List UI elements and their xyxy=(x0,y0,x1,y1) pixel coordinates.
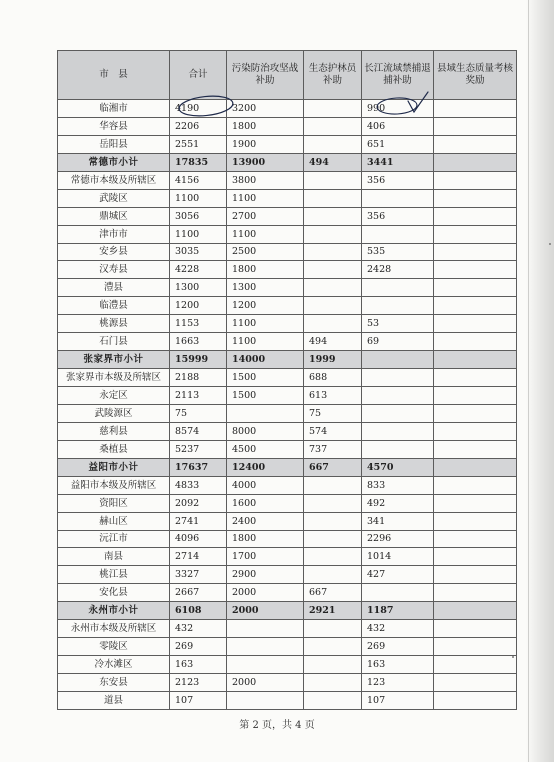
region-name-cell: 慈利县 xyxy=(58,422,170,440)
region-name-cell: 东安县 xyxy=(58,674,170,692)
pollution-subsidy-cell: 2900 xyxy=(227,566,304,584)
total-cell: 2113 xyxy=(170,387,227,405)
region-name-cell: 桃江县 xyxy=(58,566,170,584)
total-cell: 75 xyxy=(170,404,227,422)
pollution-subsidy-cell: 12400 xyxy=(227,458,304,476)
fishing-ban-cell: 69 xyxy=(362,333,434,351)
region-name-cell: 华容县 xyxy=(58,117,170,135)
forest-ranger-cell xyxy=(304,674,362,692)
table-row xyxy=(58,117,517,135)
pollution-subsidy-cell: 3200 xyxy=(227,100,304,118)
region-name-cell: 武陵源区 xyxy=(58,404,170,422)
eco-reward-cell xyxy=(434,458,517,476)
fishing-ban-cell: 107 xyxy=(362,691,434,709)
forest-ranger-cell xyxy=(304,548,362,566)
forest-ranger-cell xyxy=(304,620,362,638)
forest-ranger-cell xyxy=(304,117,362,135)
eco-reward-cell xyxy=(434,620,517,638)
forest-ranger-cell xyxy=(304,512,362,530)
forest-ranger-cell xyxy=(304,656,362,674)
fishing-ban-cell xyxy=(362,387,434,405)
table-row xyxy=(58,548,517,566)
table-row xyxy=(58,584,517,602)
pollution-subsidy-cell: 1500 xyxy=(227,369,304,387)
region-name-cell: 汉寿县 xyxy=(58,261,170,279)
eco-reward-cell xyxy=(434,404,517,422)
eco-reward-cell xyxy=(434,476,517,494)
total-cell: 1153 xyxy=(170,315,227,333)
table-row xyxy=(58,315,517,333)
eco-reward-cell xyxy=(434,243,517,261)
eco-reward-cell xyxy=(434,530,517,548)
pollution-subsidy-cell: 1800 xyxy=(227,261,304,279)
region-name-cell: 资阳区 xyxy=(58,494,170,512)
subtotal-row xyxy=(58,602,517,620)
forest-ranger-cell: 667 xyxy=(304,584,362,602)
table-row xyxy=(58,225,517,243)
page-footer: 第 2 页，共 4 页 xyxy=(239,720,315,731)
forest-ranger-cell: 688 xyxy=(304,369,362,387)
eco-reward-cell xyxy=(434,189,517,207)
eco-reward-cell xyxy=(434,638,517,656)
forest-ranger-cell xyxy=(304,476,362,494)
region-name-cell: 石门县 xyxy=(58,333,170,351)
header-pollution-subsidy: 污染防治攻坚战补助 xyxy=(227,51,304,100)
forest-ranger-cell xyxy=(304,691,362,709)
total-cell: 269 xyxy=(170,638,227,656)
total-cell: 2123 xyxy=(170,674,227,692)
pollution-subsidy-cell: 1100 xyxy=(227,189,304,207)
table-row xyxy=(58,494,517,512)
table-row xyxy=(58,387,517,405)
scan-speck xyxy=(512,656,514,658)
total-cell: 4228 xyxy=(170,261,227,279)
total-cell: 107 xyxy=(170,691,227,709)
pollution-subsidy-cell: 1300 xyxy=(227,279,304,297)
pollution-subsidy-cell: 1700 xyxy=(227,548,304,566)
region-name-cell: 澧县 xyxy=(58,279,170,297)
table-row xyxy=(58,171,517,189)
fishing-ban-cell: 651 xyxy=(362,135,434,153)
region-name-cell: 临湘市 xyxy=(58,100,170,118)
pollution-subsidy-cell: 1100 xyxy=(227,225,304,243)
pollution-subsidy-cell xyxy=(227,638,304,656)
total-cell: 6108 xyxy=(170,602,227,620)
table-row xyxy=(58,674,517,692)
forest-ranger-cell xyxy=(304,243,362,261)
eco-reward-cell xyxy=(434,494,517,512)
total-cell: 1300 xyxy=(170,279,227,297)
subtotal-row xyxy=(58,458,517,476)
table-row xyxy=(58,243,517,261)
fishing-ban-cell xyxy=(362,297,434,315)
forest-ranger-cell xyxy=(304,135,362,153)
region-name-cell: 张家界市本级及所辖区 xyxy=(58,369,170,387)
region-name-cell: 道县 xyxy=(58,691,170,709)
table-row xyxy=(58,512,517,530)
table-row xyxy=(58,100,517,118)
region-name-cell: 津市市 xyxy=(58,225,170,243)
total-cell: 3056 xyxy=(170,207,227,225)
fishing-ban-cell: 2428 xyxy=(362,261,434,279)
forest-ranger-cell xyxy=(304,566,362,584)
eco-reward-cell xyxy=(434,584,517,602)
table-row xyxy=(58,261,517,279)
forest-ranger-cell: 613 xyxy=(304,387,362,405)
pollution-subsidy-cell: 2000 xyxy=(227,602,304,620)
table-row xyxy=(58,638,517,656)
fishing-ban-cell: 4570 xyxy=(362,458,434,476)
eco-reward-cell xyxy=(434,135,517,153)
header-forest-ranger-subsidy: 生态护林员补助 xyxy=(304,51,362,100)
total-cell: 163 xyxy=(170,656,227,674)
region-name-cell: 安乡县 xyxy=(58,243,170,261)
region-name-cell: 赫山区 xyxy=(58,512,170,530)
forest-ranger-cell: 494 xyxy=(304,153,362,171)
fishing-ban-cell xyxy=(362,584,434,602)
pollution-subsidy-cell: 4000 xyxy=(227,476,304,494)
fishing-ban-cell: 356 xyxy=(362,207,434,225)
region-name-cell: 鼎城区 xyxy=(58,207,170,225)
table-row xyxy=(58,404,517,422)
table-row xyxy=(58,297,517,315)
total-cell: 5237 xyxy=(170,440,227,458)
total-cell: 2092 xyxy=(170,494,227,512)
fishing-ban-cell: 432 xyxy=(362,620,434,638)
table-row xyxy=(58,135,517,153)
pollution-subsidy-cell: 2500 xyxy=(227,243,304,261)
table-row xyxy=(58,207,517,225)
region-name-cell: 永州市小计 xyxy=(58,602,170,620)
eco-reward-cell xyxy=(434,207,517,225)
total-cell: 1200 xyxy=(170,297,227,315)
eco-reward-cell xyxy=(434,422,517,440)
fishing-ban-cell: 3441 xyxy=(362,153,434,171)
eco-reward-cell xyxy=(434,566,517,584)
total-cell: 3327 xyxy=(170,566,227,584)
eco-reward-cell xyxy=(434,261,517,279)
forest-ranger-cell: 667 xyxy=(304,458,362,476)
fishing-ban-cell xyxy=(362,422,434,440)
table-row xyxy=(58,279,517,297)
eco-reward-cell xyxy=(434,602,517,620)
forest-ranger-cell xyxy=(304,279,362,297)
forest-ranger-cell xyxy=(304,638,362,656)
region-name-cell: 桑植县 xyxy=(58,440,170,458)
region-name-cell: 永州市本级及所辖区 xyxy=(58,620,170,638)
region-name-cell: 安化县 xyxy=(58,584,170,602)
region-name-cell: 沅江市 xyxy=(58,530,170,548)
fishing-ban-cell: 356 xyxy=(362,171,434,189)
region-name-cell: 常德市小计 xyxy=(58,153,170,171)
total-cell: 4156 xyxy=(170,171,227,189)
eco-reward-cell xyxy=(434,512,517,530)
pollution-subsidy-cell: 3800 xyxy=(227,171,304,189)
pollution-subsidy-cell: 1900 xyxy=(227,135,304,153)
eco-reward-cell xyxy=(434,171,517,189)
fishing-ban-cell: 1187 xyxy=(362,602,434,620)
region-name-cell: 南县 xyxy=(58,548,170,566)
eco-reward-cell xyxy=(434,333,517,351)
forest-ranger-cell xyxy=(304,261,362,279)
pollution-subsidy-cell: 2700 xyxy=(227,207,304,225)
table-row xyxy=(58,369,517,387)
fishing-ban-cell xyxy=(362,189,434,207)
pollution-subsidy-cell: 13900 xyxy=(227,153,304,171)
pollution-subsidy-cell: 2400 xyxy=(227,512,304,530)
forest-ranger-cell: 1999 xyxy=(304,351,362,369)
fishing-ban-cell xyxy=(362,440,434,458)
table-row xyxy=(58,333,517,351)
forest-ranger-cell: 2921 xyxy=(304,602,362,620)
total-cell: 1100 xyxy=(170,225,227,243)
region-name-cell: 永定区 xyxy=(58,387,170,405)
header-total: 合计 xyxy=(170,51,227,100)
pollution-subsidy-cell: 4500 xyxy=(227,440,304,458)
table-row xyxy=(58,566,517,584)
total-cell: 1100 xyxy=(170,189,227,207)
pollution-subsidy-cell xyxy=(227,620,304,638)
region-name-cell: 武陵区 xyxy=(58,189,170,207)
total-cell: 17835 xyxy=(170,153,227,171)
table-row xyxy=(58,620,517,638)
fishing-ban-cell: 535 xyxy=(362,243,434,261)
eco-reward-cell xyxy=(434,297,517,315)
eco-reward-cell xyxy=(434,100,517,118)
fishing-ban-cell: 833 xyxy=(362,476,434,494)
table-row xyxy=(58,422,517,440)
eco-reward-cell xyxy=(434,315,517,333)
pollution-subsidy-cell: 1100 xyxy=(227,315,304,333)
pollution-subsidy-cell xyxy=(227,404,304,422)
eco-reward-cell xyxy=(434,691,517,709)
total-cell: 17637 xyxy=(170,458,227,476)
fishing-ban-cell: 269 xyxy=(362,638,434,656)
eco-reward-cell xyxy=(434,351,517,369)
fishing-ban-cell xyxy=(362,351,434,369)
pollution-subsidy-cell: 1100 xyxy=(227,333,304,351)
eco-reward-cell xyxy=(434,548,517,566)
fishing-ban-cell xyxy=(362,279,434,297)
total-cell: 8574 xyxy=(170,422,227,440)
total-cell: 4096 xyxy=(170,530,227,548)
pollution-subsidy-cell xyxy=(227,656,304,674)
header-eco-quality-reward: 县域生态质量考核奖励 xyxy=(434,51,517,100)
pollution-subsidy-cell: 14000 xyxy=(227,351,304,369)
total-cell: 2741 xyxy=(170,512,227,530)
eco-reward-cell xyxy=(434,674,517,692)
pollution-subsidy-cell xyxy=(227,691,304,709)
header-region: 市 县 xyxy=(58,51,170,100)
forest-ranger-cell xyxy=(304,100,362,118)
region-name-cell: 岳阳县 xyxy=(58,135,170,153)
total-cell: 432 xyxy=(170,620,227,638)
forest-ranger-cell xyxy=(304,207,362,225)
total-cell: 2206 xyxy=(170,117,227,135)
forest-ranger-cell xyxy=(304,225,362,243)
fishing-ban-cell xyxy=(362,404,434,422)
region-name-cell: 零陵区 xyxy=(58,638,170,656)
eco-reward-cell xyxy=(434,279,517,297)
forest-ranger-cell: 574 xyxy=(304,422,362,440)
pollution-subsidy-cell: 8000 xyxy=(227,422,304,440)
fishing-ban-cell xyxy=(362,369,434,387)
eco-reward-cell xyxy=(434,225,517,243)
total-cell: 3035 xyxy=(170,243,227,261)
pollution-subsidy-cell: 1800 xyxy=(227,530,304,548)
page-edge-shadow xyxy=(526,0,554,762)
fishing-ban-cell: 990 xyxy=(362,100,434,118)
eco-reward-cell xyxy=(434,387,517,405)
scan-speck xyxy=(549,243,551,245)
total-cell: 2667 xyxy=(170,584,227,602)
subtotal-row xyxy=(58,153,517,171)
region-name-cell: 桃源县 xyxy=(58,315,170,333)
eco-reward-cell xyxy=(434,117,517,135)
fishing-ban-cell: 163 xyxy=(362,656,434,674)
total-cell: 2551 xyxy=(170,135,227,153)
region-name-cell: 张家界市小计 xyxy=(58,351,170,369)
total-cell: 4833 xyxy=(170,476,227,494)
total-cell: 2714 xyxy=(170,548,227,566)
table-body xyxy=(58,100,517,710)
total-cell: 2188 xyxy=(170,369,227,387)
eco-reward-cell xyxy=(434,153,517,171)
fishing-ban-cell: 123 xyxy=(362,674,434,692)
region-name-cell: 常德市本级及所辖区 xyxy=(58,171,170,189)
forest-ranger-cell: 737 xyxy=(304,440,362,458)
forest-ranger-cell xyxy=(304,494,362,512)
total-cell: 1663 xyxy=(170,333,227,351)
eco-reward-cell xyxy=(434,440,517,458)
eco-reward-cell xyxy=(434,369,517,387)
fishing-ban-cell: 406 xyxy=(362,117,434,135)
forest-ranger-cell xyxy=(304,171,362,189)
pollution-subsidy-cell: 1200 xyxy=(227,297,304,315)
fishing-ban-cell: 341 xyxy=(362,512,434,530)
fishing-ban-cell: 2296 xyxy=(362,530,434,548)
pollution-subsidy-cell: 2000 xyxy=(227,674,304,692)
forest-ranger-cell xyxy=(304,530,362,548)
table-row xyxy=(58,530,517,548)
forest-ranger-cell xyxy=(304,297,362,315)
fishing-ban-cell xyxy=(362,225,434,243)
table-row xyxy=(58,691,517,709)
forest-ranger-cell xyxy=(304,189,362,207)
subtotal-row xyxy=(58,351,517,369)
table-row xyxy=(58,440,517,458)
fishing-ban-cell: 1014 xyxy=(362,548,434,566)
forest-ranger-cell: 494 xyxy=(304,333,362,351)
table-row xyxy=(58,476,517,494)
table-row xyxy=(58,189,517,207)
pollution-subsidy-cell: 1600 xyxy=(227,494,304,512)
region-name-cell: 益阳市小计 xyxy=(58,458,170,476)
fishing-ban-cell: 427 xyxy=(362,566,434,584)
pollution-subsidy-cell: 1800 xyxy=(227,117,304,135)
pollution-subsidy-cell: 2000 xyxy=(227,584,304,602)
fishing-ban-cell: 53 xyxy=(362,315,434,333)
forest-ranger-cell: 75 xyxy=(304,404,362,422)
total-cell: 4190 xyxy=(170,100,227,118)
eco-reward-cell xyxy=(434,656,517,674)
total-cell: 15999 xyxy=(170,351,227,369)
funding-table xyxy=(57,50,517,710)
region-name-cell: 冷水滩区 xyxy=(58,656,170,674)
table-header-row xyxy=(58,51,517,100)
header-fishing-ban-subsidy: 长江流域禁捕退捕补助 xyxy=(362,51,434,100)
pollution-subsidy-cell: 1500 xyxy=(227,387,304,405)
region-name-cell: 临澧县 xyxy=(58,297,170,315)
region-name-cell: 益阳市本级及所辖区 xyxy=(58,476,170,494)
forest-ranger-cell xyxy=(304,315,362,333)
table-row xyxy=(58,656,517,674)
fishing-ban-cell: 492 xyxy=(362,494,434,512)
